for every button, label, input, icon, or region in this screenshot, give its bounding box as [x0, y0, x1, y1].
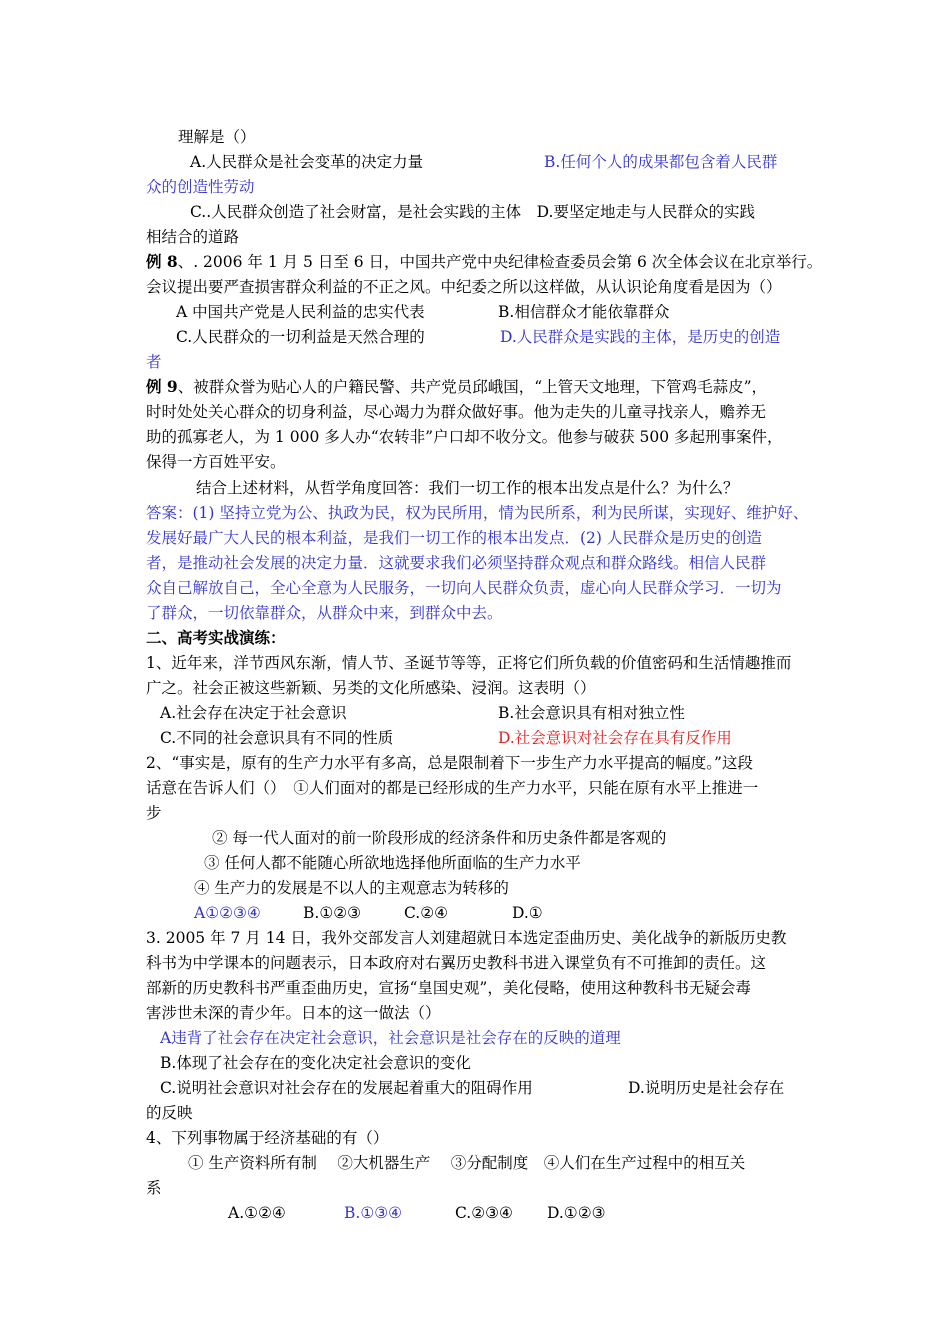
option-b-answer: B.任何个人的成果都包含着人民群 — [544, 153, 778, 171]
text-line: 助的孤寡老人，为 1 000 多人办“农转非”户口却不收分文。他参与破获 500 多起刑事案件， — [146, 428, 783, 446]
text-line: 保得一方百姓平安。 — [146, 453, 286, 471]
section-heading: 二、高考实战演练： — [146, 628, 286, 647]
option-b: B.社会意识具有相对独立性 — [498, 704, 685, 722]
option-b-answer-cont: 众的创造性劳动 — [146, 178, 255, 196]
text-line: 理解是（） — [178, 128, 256, 146]
question-1: 1、近年来，洋节西风东渐，情人节、圣诞节等等，正将它们所负载的价值密码和生活情趣推而 — [146, 654, 792, 672]
option-d-answer: D.人民群众是实践的主体，是历史的创造 — [500, 328, 781, 346]
option-b: B.相信群众才能依靠群众 — [498, 303, 670, 321]
option-c: C.不同的社会意识具有不同的性质 — [160, 729, 394, 747]
answer-line: 者，是推动社会发展的决定力量．这就要求我们必须坚持群众观点和群众路线。相信人民群 — [146, 554, 767, 572]
option-a: A.①②④ — [228, 1204, 286, 1222]
text-line: 会议提出要严查损害群众利益的不正之风。中纪委之所以这样做，从认识论角度看是因为（） — [146, 278, 782, 296]
answer-line: 答案：(1) 坚持立党为公、执政为民，权为民所用，情为民所系，利为民所谋，实现好、维护好、 — [146, 504, 809, 522]
option-a: A.社会存在决定于社会意识 — [160, 704, 347, 722]
answer-line: 发展好最广大人民的根本利益，是我们一切工作的根本出发点．(2) 人民群众是历史的创造 — [146, 529, 762, 547]
option-b: B.①②③ — [303, 904, 362, 922]
option-a-answer: A违背了社会存在决定社会意识，社会意识是社会存在的反映的道理 — [160, 1029, 621, 1047]
example-9-text: 、被群众誉为贴心人的户籍民警、共产党员邱峨国，“上管天文地理，下管鸡毛蒜皮”， — [177, 378, 768, 396]
question-3: 3. 2005 年 7 月 14 日，我外交部发言人刘建超就日本选定歪曲历史、美化战争的新版历史教 — [146, 929, 787, 947]
question-3-cont: 部新的历史教科书严重歪曲历史，宣扬“皇国史观”，美化侵略，使用这种教科书无疑会毒 — [146, 979, 751, 997]
option-a-answer: A①②③④ — [194, 904, 261, 922]
answer-line: 了群众，一切依靠群众，从群众中来，到群众中去。 — [146, 604, 503, 622]
example-9-label: 例 9 — [146, 377, 178, 396]
option-a: A 中国共产党是人民利益的忠实代表 — [176, 303, 425, 321]
question-1-cont: 广之。社会正被这些新颖、另类的文化所感染、浸润。这表明（） — [146, 679, 596, 697]
text-line: 时时处处关心群众的切身利益，尽心竭力为群众做好事。他为走失的儿童寻找亲人，赡养无 — [146, 403, 767, 421]
option-d-cont: 相结合的道路 — [146, 228, 240, 246]
example-8-line — [146, 250, 822, 274]
option-b: B.体现了社会存在的变化决定社会意识的变化 — [160, 1054, 471, 1072]
option-d-cont: 的反映 — [146, 1104, 193, 1122]
example-8-text: 、. 2006 年 1 月 5 日至 6 日，中国共产党中央纪律检查委员会第 6 次全体会议在北京举行。 — [177, 253, 823, 271]
option-c: C.②④ — [404, 904, 449, 922]
option-cd: C..人民群众创造了社会财富，是社会实践的主体 D.要坚定地走与人民群众的实践 — [190, 203, 755, 221]
option-d-answer-cont: 者 — [146, 353, 162, 371]
statement-4: ④ 生产力的发展是不以人的主观意志为转移的 — [194, 879, 509, 897]
option-d: D.①②③ — [547, 1204, 606, 1222]
option-d: D.① — [512, 904, 543, 922]
option-c: C.②③④ — [455, 1204, 513, 1222]
option-c: C.人民群众的一切利益是天然合理的 — [176, 328, 425, 346]
option-a: A.人民群众是社会变革的决定力量 — [190, 153, 424, 171]
question-2-cont: 步 — [146, 804, 162, 822]
option-d-answer: D.社会意识对社会存在具有反作用 — [498, 729, 732, 747]
example-9-line — [146, 375, 767, 399]
statement-2: ② 每一代人面对的前一阶段形成的经济条件和历史条件都是客观的 — [212, 829, 667, 847]
question-4-items: ① 生产资料所有制 ②大机器生产 ③分配制度 ④人们在生产过程中的相互关 — [188, 1154, 746, 1172]
question-3-cont: 害涉世未深的青少年。日本的这一做法（） — [146, 1004, 441, 1022]
question-2-cont: 话意在告诉人们（） ①人们面对的都是已经形成的生产力水平，只能在原有水平上推进一 — [146, 779, 759, 797]
statement-3: ③ 任何人都不能随心所欲地选择他所面临的生产力水平 — [204, 854, 581, 872]
option-d: D.说明历史是社会存在 — [628, 1079, 785, 1097]
example-8-label: 例 8 — [146, 252, 178, 271]
question-4: 4、下列事物属于经济基础的有（） — [146, 1129, 389, 1147]
question-prompt: 结合上述材料，从哲学角度回答：我们一切工作的根本出发点是什么？为什么？ — [196, 479, 739, 497]
question-4-items-cont: 系 — [146, 1179, 162, 1197]
question-3-cont: 科书为中学课本的问题表示，日本政府对右翼历史教科书进入课堂负有不可推卸的责任。这 — [146, 954, 767, 972]
question-2: 2、“事实是，原有的生产力水平有多高，总是限制着下一步生产力水平提高的幅度。”这段 — [146, 754, 753, 772]
option-b-answer: B.①③④ — [344, 1204, 403, 1222]
option-c: C.说明社会意识对社会存在的发展起着重大的阻碍作用 — [160, 1079, 533, 1097]
answer-line: 众自己解放自己，全心全意为人民服务，一切向人民群众负责，虚心向人民群众学习．一切为 — [146, 579, 782, 597]
